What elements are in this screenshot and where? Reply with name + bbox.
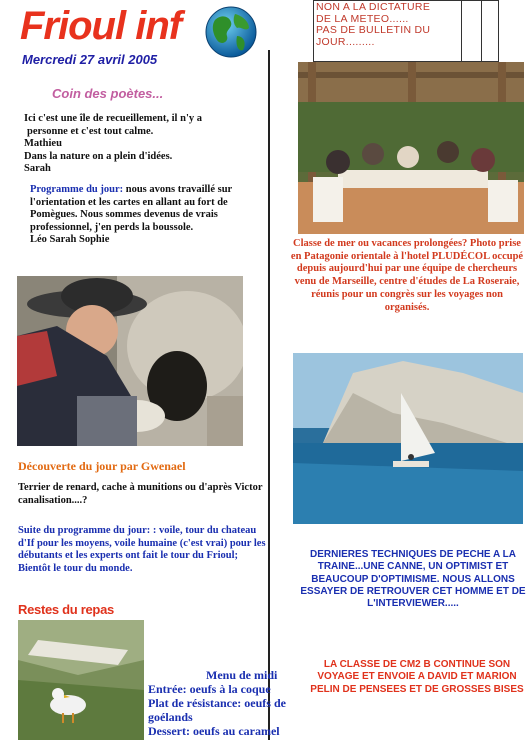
holiday-caption	[288, 238, 526, 314]
notice-text	[316, 2, 430, 48]
program-signature: Léo Sarah Sophie	[30, 234, 110, 245]
notice-divider	[481, 0, 482, 62]
notice-divider	[461, 0, 462, 62]
newspaper-title: Frioul inf	[20, 4, 182, 48]
poem-line: Dans la nature on a plein d'idées.	[24, 150, 173, 162]
notice-line: NON A LA DICTATURE	[316, 1, 431, 13]
discovery-text: Terrier de renard, cache à munitions ou d'après Victor canalisation....?	[18, 482, 263, 506]
poem-line: Ici c'est une île de recueillement, il n'y a	[24, 113, 202, 124]
poem-line: Sarah	[24, 163, 51, 174]
poets-heading: Coin des poètes...	[52, 86, 164, 101]
program-text: nous avons travaillé sur l'orientation et les cartes en allant au fort de Pomègues. Nous sommes devenus de vrais professionnel, j'en perds la boussole.	[30, 184, 233, 233]
program-paragraph	[30, 184, 262, 247]
photo-seagull-hillside	[18, 620, 144, 740]
hotel-name: PLUDÉCOL	[431, 250, 490, 262]
globe-icon	[205, 6, 257, 58]
poem-line: personne et c'est tout calme.	[27, 125, 154, 137]
notice-line: DE LA METEO......	[316, 12, 409, 25]
fishing-article: DERNIERES TECHNIQUES DE PECHE A LA TRAINE...UNE CANNE, UN OPTIMIST ET BEAUCOUP D'OPTIMISME. NOUS ALLONS ESSAYER DE RETROUVER CET HOMME ET DE L'INTERVIEWER.....	[300, 549, 526, 610]
poets-text	[24, 113, 264, 176]
caption-text-end: occupé depuis aujourd'hui par une équipe de chercheurs venu de Marseille, centre d'études de La Roseraie, réunis pour un congrès sur les voyages non organisés.	[294, 250, 524, 313]
poem-line: Mathieu	[24, 138, 62, 149]
photo-sailboat	[293, 353, 523, 524]
column-divider	[268, 50, 270, 740]
menu-list	[148, 682, 328, 738]
notice-line: PAS DE BULLETIN DU	[316, 24, 431, 36]
issue-date: Mercredi 27 avril 2005	[22, 52, 158, 67]
class-greeting: LA CLASSE DE CM2 B CONTINUE SON VOYAGE ET ENVOIE A DAVID ET MARION PELIN DE PENSEES ET DE GROSSES BISES	[310, 659, 524, 695]
program-label: Programme du jour:	[30, 184, 124, 195]
menu-item: goélands	[148, 710, 193, 724]
menu-item: Dessert: oeufs au caramel	[148, 724, 280, 738]
discovery-heading: Découverte du jour par Gwenael	[18, 459, 186, 473]
caption-text-start: Classe de mer ou vacances prolongées? Photo prise en Patagonie orientale à l'hotel	[290, 238, 521, 262]
leftovers-heading: Restes du repas	[18, 602, 114, 617]
program-continued: Suite du programme du jour: : voile, tour du chateau d'If pour les moyens, voile humaine (c'est vrai) pour les débutants et les experts ont fait le tour du Frioul; Bientôt le tour du monde.	[18, 525, 266, 574]
menu-heading: Menu de midi	[206, 668, 278, 682]
weather-notice-box	[313, 0, 499, 62]
photo-boy-at-burrow	[17, 276, 243, 446]
notice-line: JOUR.........	[316, 35, 375, 48]
photo-terrace-lunch	[298, 62, 524, 234]
menu-item: Entrée: oeufs à la coque	[148, 682, 271, 696]
menu-item: Plat de résistance: oeufs de	[148, 696, 286, 710]
